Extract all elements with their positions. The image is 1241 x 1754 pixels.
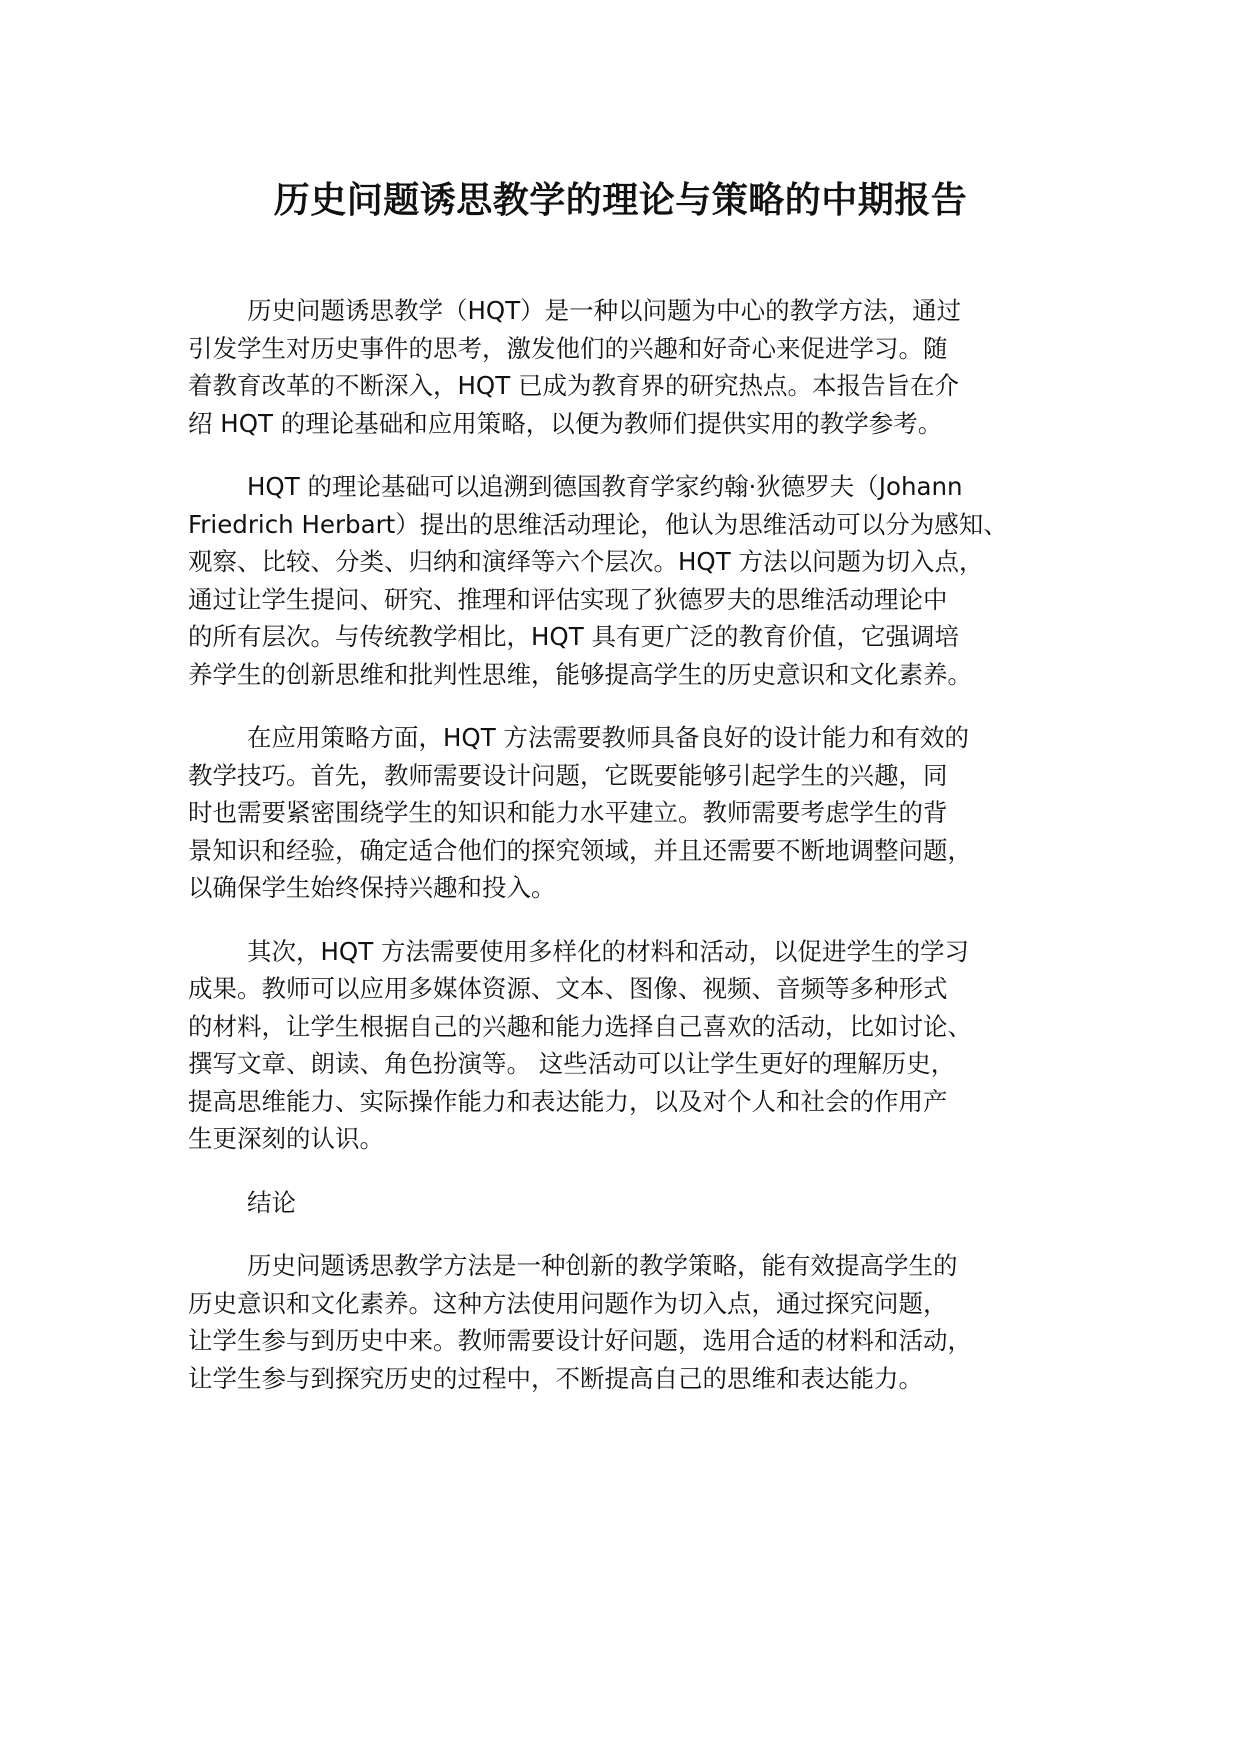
paragraph-line: 景知识和经验，确定适合他们的探究领域，并且还需要不断地调整问题， <box>188 835 972 865</box>
paragraph-materials <box>188 933 1081 1158</box>
paragraph-line: 成果。教师可以应用多媒体资源、文本、图像、视频、音频等多种形式 <box>188 974 948 1003</box>
paragraph-line: 时也需要紧密围绕学生的知识和能力水平建立。教师需要考虑学生的背 <box>188 798 948 827</box>
paragraph-line: Friedrich Herbart）提出的思维活动理论，他认为思维活动可以分为感知、 <box>188 509 1008 539</box>
paragraph-line: HQT 的理论基础可以追溯到德国教育学家约翰·狄德罗夫（Johann <box>247 472 963 501</box>
paragraph-conclusion <box>188 1247 1081 1397</box>
paragraph-line: 历史问题诱思教学（HQT）是一种以问题为中心的教学方法，通过 <box>247 296 962 325</box>
document-body <box>188 292 1081 1423</box>
conclusion-heading: 结论 <box>247 1187 296 1217</box>
paragraph-line: 通过让学生提问、研究、推理和评估实现了狄德罗夫的思维活动理论中 <box>188 584 948 614</box>
paragraph-theory <box>188 468 1081 693</box>
paragraph-line: 以确保学生始终保持兴趣和投入。 <box>188 873 556 902</box>
section-heading-conclusion <box>188 1184 1081 1222</box>
paragraph-line: 教学技巧。首先，教师需要设计问题，它既要能够引起学生的兴趣，同 <box>188 760 948 790</box>
paragraph-introduction <box>188 292 1081 442</box>
paragraph-line: 让学生参与到历史中来。教师需要设计好问题，选用合适的材料和活动， <box>188 1326 972 1355</box>
paragraph-line: 历史问题诱思教学方法是一种创新的教学策略，能有效提高学生的 <box>247 1251 958 1280</box>
paragraph-line: 其次，HQT 方法需要使用多样化的材料和活动，以促进学生的学习 <box>247 936 969 966</box>
paragraph-line: 撰写文章、朗读、角色扮演等。 这些活动可以让学生更好的理解历史， <box>188 1049 956 1078</box>
paragraph-strategy <box>188 719 1081 907</box>
document-title: 历史问题诱思教学的理论与策略的中期报告 <box>273 180 968 221</box>
paragraph-line: 着教育改革的不断深入，HQT 已成为教育界的研究热点。本报告旨在介 <box>188 371 959 400</box>
paragraph-line: 观察、比较、分类、归纳和演绎等六个层次。HQT 方法以问题为切入点， <box>188 547 984 576</box>
paragraph-line: 生更深刻的认识。 <box>188 1124 384 1153</box>
paragraph-line: 在应用策略方面，HQT 方法需要教师具备良好的设计能力和有效的 <box>247 723 969 752</box>
paragraph-line: 引发学生对历史事件的思考，激发他们的兴趣和好奇心来促进学习。随 <box>188 333 948 363</box>
paragraph-line: 历史意识和文化素养。这种方法使用问题作为切入点，通过探究问题， <box>188 1288 948 1318</box>
paragraph-line: 提高思维能力、实际操作能力和表达能力，以及对个人和社会的作用产 <box>188 1086 948 1116</box>
paragraph-line: 养学生的创新思维和批判性思维，能够提高学生的历史意识和文化素养。 <box>188 659 972 689</box>
paragraph-line: 的所有层次。与传统教学相比，HQT 具有更广泛的教育价值，它强调培 <box>188 622 959 651</box>
paragraph-line: 的材料，让学生根据自己的兴趣和能力选择自己喜欢的活动，比如讨论、 <box>188 1011 972 1041</box>
paragraph-line: 绍 HQT 的理论基础和应用策略，以便为教师们提供实用的教学参考。 <box>188 408 943 438</box>
paragraph-line: 让学生参与到探究历史的过程中，不断提高自己的思维和表达能力。 <box>188 1363 923 1393</box>
